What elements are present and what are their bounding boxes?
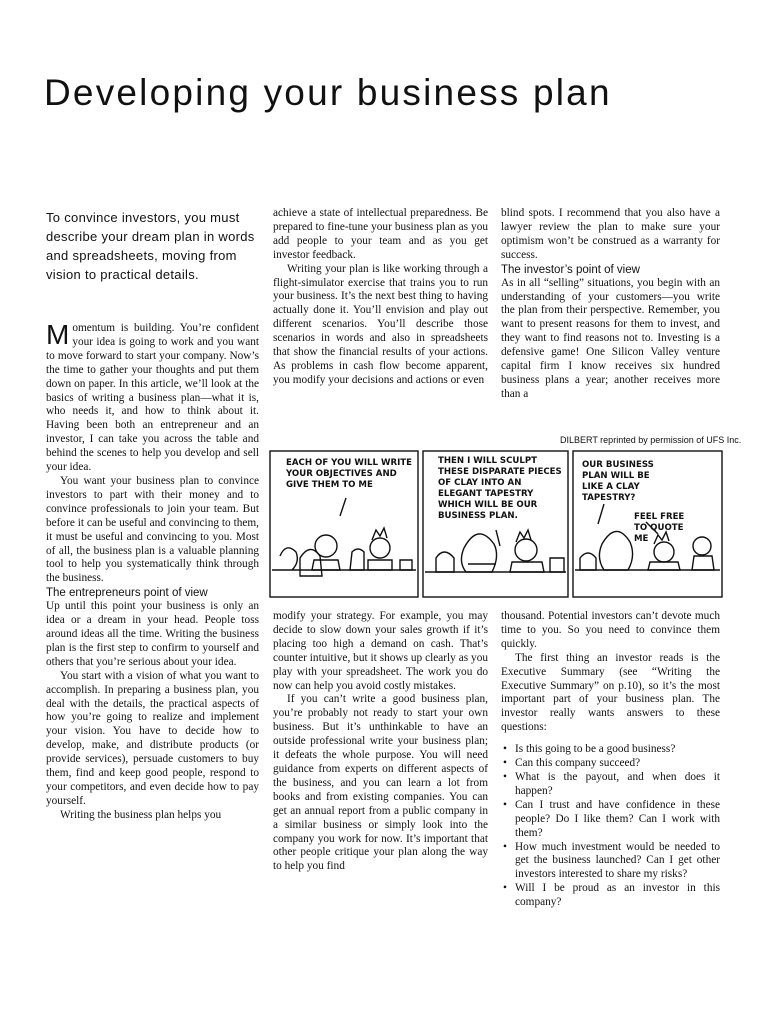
paragraph: Writing your plan is like working through a flight-simulator exercise that trains you to run your business. It’s the next best thing to having actually done it. You’ll envision and play out different scenarios. You’ll describe those scenarios in words and also in spreadsheets that show the financial results of your actions. As problems in cash flow become apparent, you modify your decisions and actions or even — [273, 262, 488, 386]
paragraph: achieve a state of intellectual preparedness. Be prepared to fine-tune your business plan as you add people to your team and as you get investor feedback. — [273, 207, 488, 261]
subheading-entrepreneurs: The entrepreneurs point of view — [46, 587, 208, 600]
column-2-bottom — [273, 610, 488, 874]
dilbert-comic — [268, 448, 724, 600]
paragraph: thousand. Potential investors can’t devote much time to you. So you need to convince them quickly. — [501, 610, 720, 650]
column-1 — [46, 319, 259, 823]
investor-questions-list — [501, 743, 720, 910]
panel-2-speech: THEN I WILL SCULPT THESE DISPARATE PIECES OF CLAY INTO AN ELEGANT TAPESTRY WHICH WILL BE OUR BUSINESS PLAN. — [438, 456, 562, 521]
paragraph — [46, 319, 259, 475]
panel-3-speech-a: OUR BUSINESS PLAN WILL BE LIKE A CLAY TAPESTRY? — [582, 460, 654, 503]
column-3-top — [501, 207, 720, 402]
paragraph: modify your strategy. For example, you may decide to slow down your sales growth if it’s placing too high a demand on cash. That’s counter intuitive, but it shows up clearly as you play with your spreadsheet. The work you do now can help you avoid costly mistakes. — [273, 610, 488, 692]
subheading-investors: The investor’s point of view — [501, 263, 640, 276]
list-item: • How much investment would be needed to get the business launched? Can I get other investors interested to share my risks? — [501, 841, 720, 883]
column-3-bottom — [501, 610, 720, 910]
paragraph: Up until this point your business is only an idea or a dream in your head. People toss around ideas all the time. Writing the business plan is the first step to confirm to yourself and others that you’re serious about your idea. — [46, 600, 259, 668]
list-item: • Is this going to be a good business? — [501, 743, 720, 757]
paragraph: You want your business plan to convince investors to part with their money and to convince professionals to join your team. But before it can be useful and convincing to them, it must be useful and convincing to you. Most of all, the business plan is a valuable planning tool to help you systematically think through the business. — [46, 474, 259, 585]
drop-cap: M — [46, 319, 70, 350]
panel-1-speech: EACH OF YOU WILL WRITE YOUR OBJECTIVES AND GIVE THEM TO ME — [286, 458, 413, 490]
paragraph: blind spots. I recommend that you also have a lawyer review the plan to make sure your optimism won’t be construed as a warranty for success. — [501, 207, 720, 261]
list-item: • Will I be proud as an investor in this company? — [501, 882, 720, 910]
article-title: Developing your business plan — [44, 72, 612, 113]
paragraph: As in all “selling” situations, you begin with an understanding of your customers—you write the plan from their perspective. Remember, you want to present reasons for them to invest, and they want to find reasons not to. Investing is a defensive game! One Silicon Valley venture capital firm I know receives six hundred business plans a year; another receives more than a — [501, 276, 720, 400]
paragraph-text: omentum is building. You’re confident your idea is going to work and you want to move forward to start your company. Now’s the time to gather your thoughts and put them down on paper. In this article, we’ll look at the basics of writing a business plan—what it is, who needs it, and how to think about it. Having been both an entrepreneur and an investor, I can take you across the table and behind the scenes to help you develop and sell your idea. — [46, 322, 259, 474]
paragraph: If you can’t write a good business plan, you’re probably not ready to start your own business. But it’s unthinkable to have an outside professional write your business plan; it defeats the whole purpose. You will need guidance from experts on different aspects of the business, and you can learn a lot from books and from existing companies. You can get an annual report from a public company in a similar business or simply look into the company you work for now. It’s important that other people critique your plan along the way to help you find — [273, 693, 488, 873]
panel-3-speech-b: FEEL FREE TO QUOTE ME — [634, 512, 685, 544]
list-item: • What is the payout, and when does it happen? — [501, 771, 720, 799]
paragraph: Writing the business plan helps you — [60, 808, 222, 821]
list-item: • Can I trust and have confidence in these people? Do I like them? Can I work with them? — [501, 799, 720, 841]
paragraph: You start with a vision of what you want to accomplish. In preparing a business plan, you deal with the details, the practical aspects of how you’re going to realize and implement your vision. You have to decide how to develop, make, and distribute products (or provide services), persuade customers to buy them, find and keep good people, respond to your competitors, and even decide how to pay yourself. — [46, 669, 259, 807]
paragraph: The first thing an investor reads is the Executive Summary (see “Writing the Executive Summary” on p.10), so it’s the most important part of your business plan. The investor really wants answers to these questions: — [501, 651, 720, 734]
comic-credit: DILBERT reprinted by permission of UFS Inc. — [560, 435, 742, 445]
list-item: • Can this company succeed? — [501, 757, 720, 771]
intro-deck: To convince investors, you must describe your dream plan in words and spreadsheets, moving from vision to practical details. — [46, 210, 255, 282]
column-2-top — [273, 207, 488, 388]
